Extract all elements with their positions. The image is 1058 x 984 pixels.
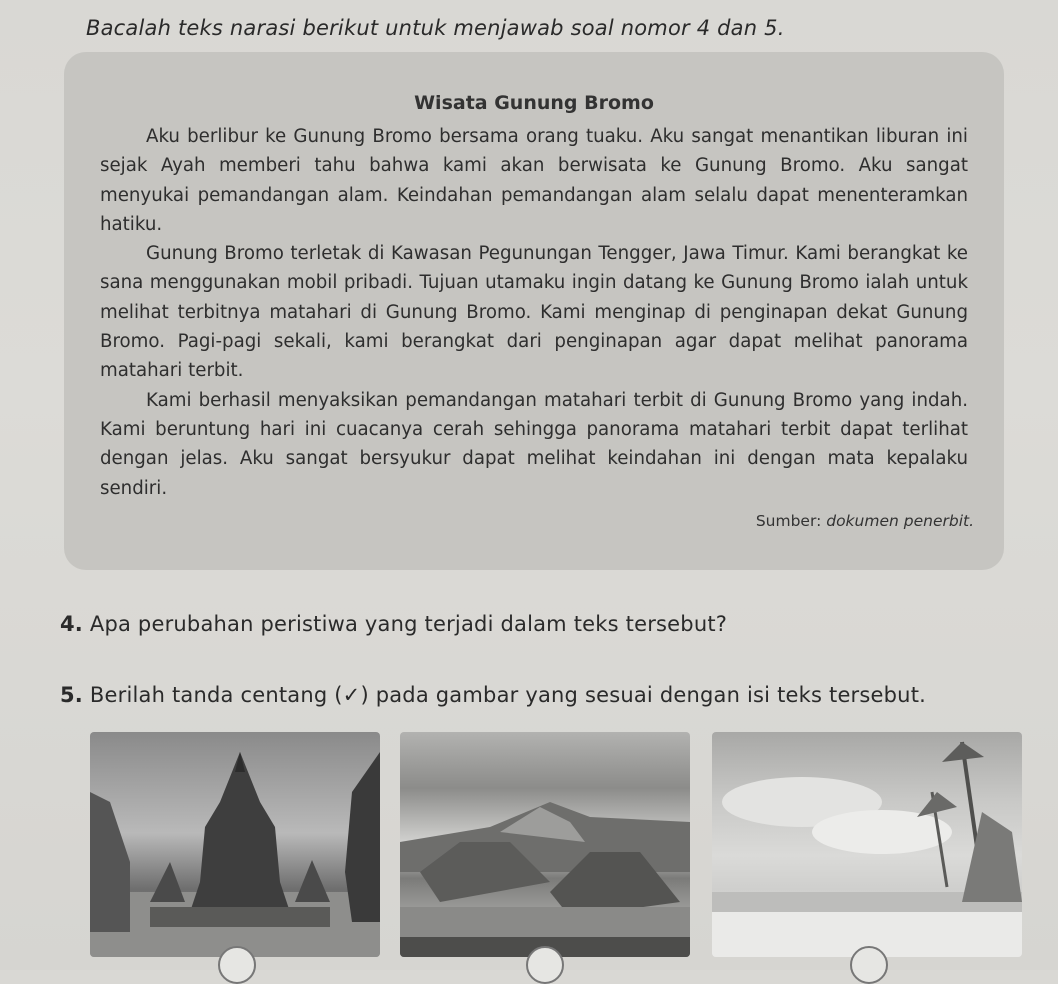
answer-checkbox-3[interactable] xyxy=(850,946,888,984)
question-number: 5. xyxy=(60,683,83,707)
passage-box xyxy=(64,52,1004,570)
source-label: Sumber: xyxy=(755,512,822,530)
question-5 xyxy=(60,683,926,707)
instruction-text: Bacalah teks narasi berikut untuk menjawab soal nomor 4 dan 5. xyxy=(86,16,785,40)
question-4 xyxy=(60,612,727,636)
passage-body xyxy=(100,122,968,503)
answer-checkbox-2[interactable] xyxy=(526,946,564,984)
mountain-photo xyxy=(400,732,690,957)
passage-paragraph: Gunung Bromo terletak di Kawasan Pegunungan Tengger, Jawa Timur. Kami berangkat ke sana menggunakan mobil pribadi. Tujuan utamaku ingin datang ke Gunung Bromo ialah untuk melihat terbitnya matahari di Gunung Bromo. Kami menginap di penginapan dekat Gunung Bromo. Pagi-pagi sekali, kami berangkat dari penginapan agar dapat melihat panorama matahari terbit. xyxy=(100,243,968,382)
passage-title: Wisata Gunung Bromo xyxy=(414,92,654,114)
answer-checkbox-1[interactable] xyxy=(218,946,256,984)
passage-source xyxy=(756,512,974,530)
passage-paragraph: Kami berhasil menyaksikan pemandangan matahari terbit di Gunung Bromo yang indah. Kami beruntung hari ini cuacanya cerah sehingga panorama matahari terbit dapat terlihat dengan jelas. Aku sangat bersyukur dapat melihat keindahan ini dengan mata kepalaku sendiri. xyxy=(100,389,968,499)
question-text: Apa perubahan peristiwa yang terjadi dalam teks tersebut? xyxy=(89,612,728,636)
source-value: dokumen penerbit. xyxy=(826,512,974,530)
beach-photo xyxy=(712,732,1022,957)
question-text: Berilah tanda centang (✓) pada gambar yang sesuai dengan isi teks tersebut. xyxy=(89,683,927,707)
question-number: 4. xyxy=(60,612,83,636)
temple-photo xyxy=(90,732,380,957)
passage-paragraph: Aku berlibur ke Gunung Bromo bersama orang tuaku. Aku sangat menantikan liburan ini sejak Ayah memberi tahu bahwa kami akan berwisata ke Gunung Bromo. Aku sangat menyukai pemandangan alam. Keindahan pemandangan alam selalu dapat menenteramkan hatiku. xyxy=(100,126,968,235)
